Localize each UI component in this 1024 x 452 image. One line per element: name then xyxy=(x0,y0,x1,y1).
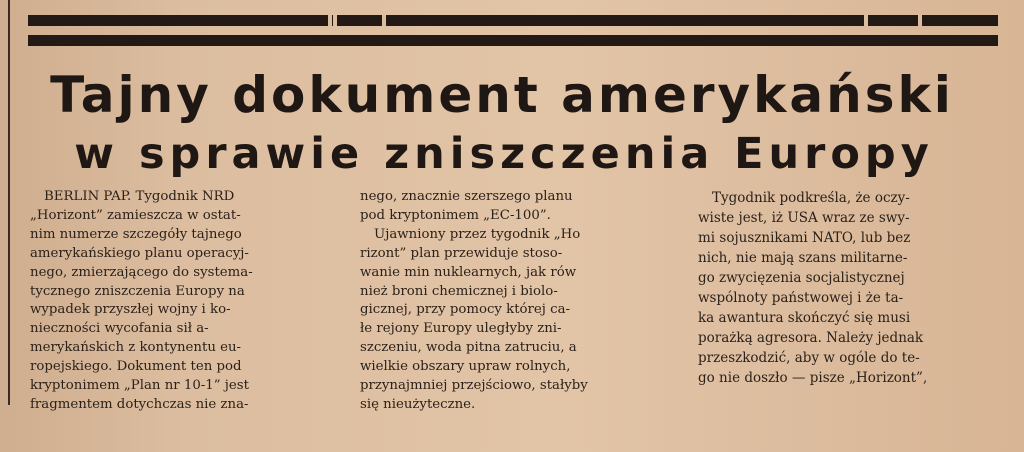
text-line: wiste jest, iż USA wraz ze swy- xyxy=(698,210,910,226)
text-line: się nieużyteczne. xyxy=(360,396,476,412)
text-line: kryptonimem „Plan nr 10-1” jest xyxy=(30,378,249,394)
text-line: mi sojusznikami NATO, lub bez xyxy=(698,230,911,246)
secondary-rule xyxy=(28,35,998,46)
text-line: gicznej, przy pomocy której ca- xyxy=(360,302,571,318)
text-line: amerykańskiego planu operacyj- xyxy=(30,245,249,261)
top-rule xyxy=(28,15,998,26)
text-line: przynajmniej przejściowo, stałyby xyxy=(360,378,588,394)
text-line: szczeniu, woda pitna zatruciu, a xyxy=(360,340,577,356)
text-line: go zwycięzenia socjalistycznej xyxy=(698,270,905,286)
article-column-2 xyxy=(360,188,660,415)
text-line: BERLIN PAP. Tygodnik NRD xyxy=(44,189,235,204)
text-line: wielkie obszary upraw rolnych, xyxy=(360,359,571,375)
article-column-3 xyxy=(698,188,1002,388)
column-rule xyxy=(8,0,10,405)
text-line: nego, zmierzającego do systema- xyxy=(30,264,253,280)
text-line: fragmentem dotychczas nie zna- xyxy=(30,396,249,412)
text-line: Tygodnik podkreśla, że oczy- xyxy=(712,190,910,206)
text-line: „Horizont” zamieszcza w ostat- xyxy=(30,207,241,223)
headline-line-1: Tajny dokument amerykański xyxy=(50,66,954,124)
text-line: porażką agresora. Należy jednak xyxy=(698,330,924,346)
text-line: tycznego zniszczenia Europy na xyxy=(30,283,245,299)
text-line: nim numerze szczegóły tajnego xyxy=(30,226,242,242)
text-line: nich, nie mają szans militarne- xyxy=(698,250,908,266)
text-line: Ujawniony przez tygodnik „Ho xyxy=(374,226,581,242)
text-line: wypadek przyszłej wojny i ko- xyxy=(30,302,231,318)
text-line: nieczności wycofania sił a- xyxy=(30,321,209,337)
text-line: wspólnoty państwowej i że ta- xyxy=(698,290,904,306)
text-line: merykańskich z kontynentu eu- xyxy=(30,340,242,356)
article-column-1 xyxy=(30,188,330,415)
headline-line-2: w sprawie zniszczenia Europy xyxy=(74,129,934,179)
text-line: pod kryptonimem „EC-100”. xyxy=(360,207,551,223)
text-line: go nie doszło — pisze „Horizont”, xyxy=(698,370,928,386)
text-line: łe rejony Europy uległyby zni- xyxy=(360,321,562,337)
text-line: nego, znacznie szerszego planu xyxy=(360,189,573,204)
text-line: nież broni chemicznej i biolo- xyxy=(360,283,558,299)
text-line: wanie min nuklearnych, jak rów xyxy=(360,264,577,280)
text-line: ka awantura skończyć się musi xyxy=(698,310,911,326)
text-line: przeszkodzić, aby w ogóle do te- xyxy=(698,350,920,366)
text-line: ropejskiego. Dokument ten pod xyxy=(30,359,242,375)
text-line: rizont” plan przewiduje stoso- xyxy=(360,245,563,261)
